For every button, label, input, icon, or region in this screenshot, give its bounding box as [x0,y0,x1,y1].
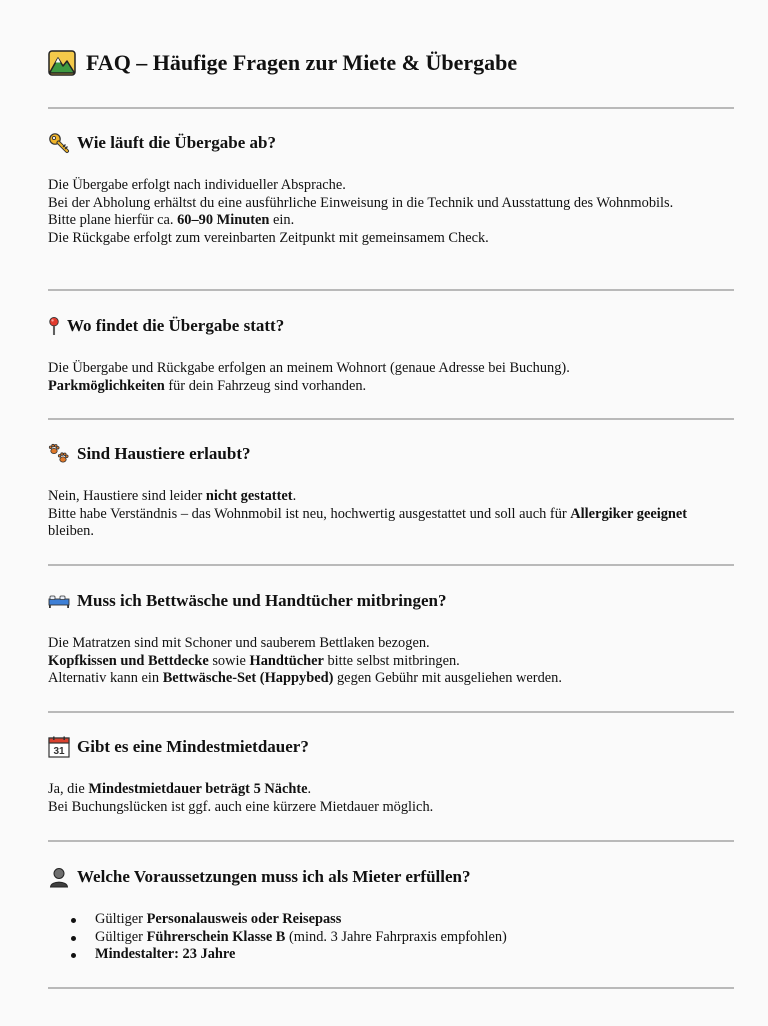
answer-text: gegen Gebühr mit ausgeliehen werden. [333,670,562,687]
answer-text: . [307,781,312,797]
answer-text: Nein, Haustiere sind leider [48,488,206,504]
faq-item-bettwaesche [48,589,734,688]
faq-question [48,865,734,889]
answer-text: ein. [269,212,295,229]
answer-text: . [292,488,297,504]
faq-item-mindestmietdauer [48,735,734,816]
page-title-text: FAQ – Häufige Fragen zur Miete & Übergabe [86,50,518,75]
answer-text: Die Matratzen sind mit Schoner und sauberem Bettlaken bezogen. [48,635,430,651]
answer-line [48,378,734,396]
answer-text: Bei Buchungslücken ist ggf. auch eine kürzere Mietdauer möglich. [48,798,434,815]
divider [48,840,734,842]
calendar-icon [48,736,70,758]
emphasis-text: 60–90 Minuten [177,212,270,229]
divider [48,711,734,713]
divider [48,418,734,420]
answer-text: Gültiger [95,928,147,945]
answer-line [48,506,734,541]
faq-answer [48,488,734,541]
faq-question [48,735,734,759]
answer-text: Die Übergabe und Rückgabe erfolgen an meinem Wohnort (genaue Adresse bei Buchung). [48,360,570,376]
faq-item-uebergabe-ablauf [48,131,734,247]
faq-answer [48,781,734,816]
calendar-day: 31 [53,746,65,758]
emphasis-text: Personalausweis oder Reisepass [146,911,342,927]
answer-line [48,212,734,230]
faq-question-text: Welche Voraussetzungen muss ich als Mieter erfüllen? [77,867,471,886]
faq-item-voraussetzungen [48,865,734,964]
emphasis-text: Mindestalter: 23 Jahre [95,946,236,963]
emphasis-text: Bettwäsche-Set (Happybed) [162,670,334,687]
mountain-icon [48,49,76,77]
answer-text: Gültiger [95,911,147,927]
answer-text: Bitte plane hierfür ca. [48,212,178,229]
divider [48,987,734,989]
answer-line [48,635,734,653]
answer-text: für dein Fahrzeug sind vorhanden. [164,377,367,394]
list-item [95,929,734,947]
page-title [48,48,517,78]
bed-icon [48,590,70,612]
answer-text: bleiben. [48,523,94,540]
divider [48,564,734,566]
faq-answer [48,635,734,688]
divider [48,289,734,291]
answer-text: Alternativ kann ein [48,670,163,687]
answer-line [48,195,734,213]
answer-line [48,670,734,688]
emphasis-text: Führerschein Klasse B [146,928,286,945]
divider [48,107,734,109]
answer-text: sowie [208,652,250,669]
answer-line [48,653,734,671]
answer-text: (mind. 3 Jahre Fahrpraxis empfohlen) [285,928,507,945]
faq-question [48,442,734,466]
answer-text: Die Übergabe erfolgt nach individueller Absprache. [48,177,346,193]
emphasis-text: nicht gestattet [205,488,293,504]
faq-question-text: Wo findet die Übergabe statt? [67,316,285,335]
paw-prints-icon [48,443,70,465]
answer-line [48,781,734,799]
faq-question [48,314,734,338]
answer-text: Ja, die [48,781,89,797]
faq-question [48,131,734,155]
key-icon [48,132,70,154]
faq-item-uebergabe-ort [48,314,734,395]
answer-text: Bei der Abholung erhältst du eine ausführliche Einweisung in die Technik und Ausstattung des Wohnmobils. [48,194,674,211]
answer-line [48,177,734,195]
person-icon [48,866,70,888]
emphasis-text: Kopfkissen und Bettdecke [48,652,209,669]
answer-line [48,488,734,506]
answer-text: Die Rückgabe erfolgt zum vereinbarten Zeitpunkt mit gemeinsamem Check. [48,229,489,246]
list-item [95,946,734,964]
requirements-list [48,911,734,964]
faq-answer [48,360,734,395]
faq-question [48,589,734,613]
answer-text: bitte selbst mitbringen. [323,652,460,669]
faq-question-text: Gibt es eine Mindestmietdauer? [77,737,309,756]
faq-question-text: Muss ich Bettwäsche und Handtücher mitbringen? [77,591,447,610]
answer-text: Bitte habe Verständnis – das Wohnmobil ist neu, hochwertig ausgestattet und soll auch für [48,505,571,522]
faq-answer [48,911,734,964]
faq-item-haustiere [48,442,734,541]
emphasis-text: Handtücher [249,652,324,669]
list-item [95,911,734,929]
answer-line [48,799,734,817]
emphasis-text: Parkmöglichkeiten [48,377,165,394]
answer-line [48,230,734,248]
faq-question-text: Wie läuft die Übergabe ab? [77,133,276,152]
emphasis-text: Mindestmietdauer beträgt 5 Nächte [88,781,308,797]
emphasis-text: Allergiker geeignet [570,505,688,522]
pin-icon [48,315,60,337]
faq-question-text: Sind Haustiere erlaubt? [77,444,251,463]
faq-answer [48,177,734,247]
answer-line [48,360,734,378]
